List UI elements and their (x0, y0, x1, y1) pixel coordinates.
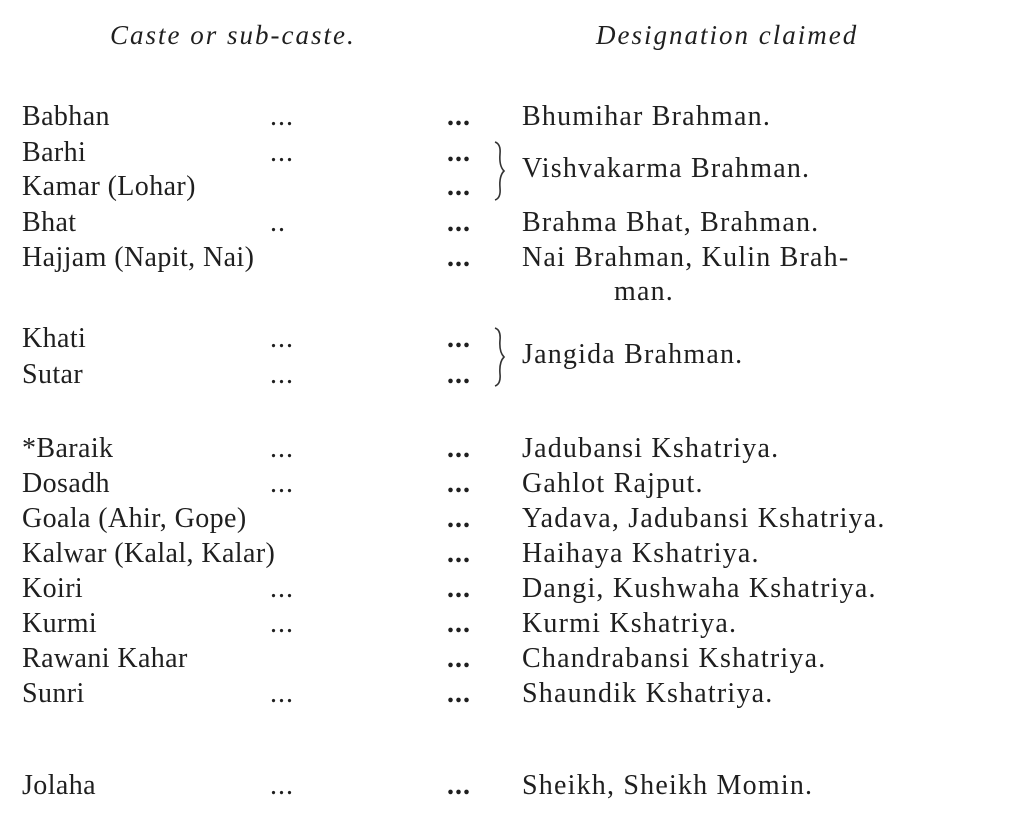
leader-dots: ... (270, 573, 294, 604)
leader-dots: ... (447, 207, 471, 238)
caste-name: Sunri (22, 678, 85, 709)
caste-name: Sutar (22, 359, 84, 390)
caste-name: Goala (Ahir, Gope) (22, 503, 247, 534)
leader-dots: ... (270, 678, 294, 709)
leader-dots: ... (447, 678, 471, 709)
table-row (0, 537, 1021, 571)
caste-name: Khati (22, 323, 87, 354)
caste-name: Dosadh (22, 468, 110, 499)
caste-name: Rawani Kahar (22, 643, 188, 674)
leader-dots: ... (270, 608, 294, 639)
table-row (0, 607, 1021, 641)
table-row (0, 769, 1021, 803)
caste-name: Kurmi (22, 608, 98, 639)
leader-dots: ... (447, 468, 471, 499)
caste-name: *Baraik (22, 433, 114, 464)
leader-dots: ... (270, 770, 294, 801)
designation-claimed: Gahlot Rajput. (522, 468, 704, 499)
leader-dots: ... (447, 359, 471, 390)
leader-dots: ... (447, 643, 471, 674)
table-row (0, 572, 1021, 606)
leader-dots: ... (447, 770, 471, 801)
leader-dots: ... (270, 359, 294, 390)
designation-claimed: Brahma Bhat, Brahman. (522, 207, 820, 238)
caste-name: Koiri (22, 573, 84, 604)
table-row (0, 502, 1021, 536)
caste-name: Kalwar (Kalal, Kalar) (22, 538, 276, 569)
designation-claimed: Yadava, Jadubansi Kshatriya. (522, 503, 886, 534)
designation-claimed: Chandrabansi Kshatriya. (522, 643, 827, 674)
caste-name: Barhi (22, 137, 87, 168)
brace-bracket (491, 326, 507, 388)
leader-dots: ... (447, 608, 471, 639)
designation-claimed: Kurmi Kshatriya. (522, 608, 738, 639)
table-row-continuation (0, 275, 1021, 309)
column-header-designation: Designation claimed (596, 20, 859, 50)
table-row (0, 206, 1021, 240)
leader-dots: ... (447, 503, 471, 534)
caste-name: Jolaha (22, 770, 96, 801)
leader-dots: ... (447, 433, 471, 464)
leader-dots: ... (447, 137, 471, 168)
table-row (0, 241, 1021, 275)
leader-dots: ... (447, 323, 471, 354)
table-row (0, 136, 1021, 170)
caste-name: Bhat (22, 207, 77, 238)
table-row (0, 170, 1021, 204)
table-row (0, 322, 1021, 356)
leader-dots: ... (447, 101, 471, 132)
designation-claimed: Bhumihar Brahman. (522, 101, 772, 132)
table-row (0, 358, 1021, 392)
table-row (0, 100, 1021, 134)
designation-claimed: Shaundik Kshatriya. (522, 678, 774, 709)
caste-name: Kamar (Lohar) (22, 171, 196, 202)
designation-claimed: Jadubansi Kshatriya. (522, 433, 780, 464)
designation-claimed: Jangida Brahman. (522, 339, 744, 370)
designation-claimed: Dangi, Kushwaha Kshatriya. (522, 573, 877, 604)
table-row (0, 677, 1021, 711)
leader-dots: ... (270, 137, 294, 168)
table-row (0, 467, 1021, 501)
designation-claimed: Vishvakarma Brahman. (522, 153, 811, 184)
leader-dots: ... (447, 538, 471, 569)
designation-claimed: Sheikh, Sheikh Momin. (522, 770, 814, 801)
leader-dots: ... (447, 171, 471, 202)
leader-dots: ... (270, 101, 294, 132)
leader-dots: ... (270, 323, 294, 354)
column-header-caste: Caste or sub-caste. (110, 20, 356, 50)
leader-dots: ... (270, 468, 294, 499)
leader-dots: .. (270, 207, 286, 238)
designation-continuation: man. (614, 276, 675, 307)
leader-dots: ... (447, 242, 471, 273)
table-row (0, 432, 1021, 466)
leader-dots: ... (270, 433, 294, 464)
caste-name: Babhan (22, 101, 110, 132)
table-row (0, 642, 1021, 676)
designation-claimed: Nai Brahman, Kulin Brah- (522, 242, 850, 273)
designation-claimed: Haihaya Kshatriya. (522, 538, 760, 569)
brace-bracket (491, 140, 507, 202)
leader-dots: ... (447, 573, 471, 604)
caste-name: Hajjam (Napit, Nai) (22, 242, 255, 273)
